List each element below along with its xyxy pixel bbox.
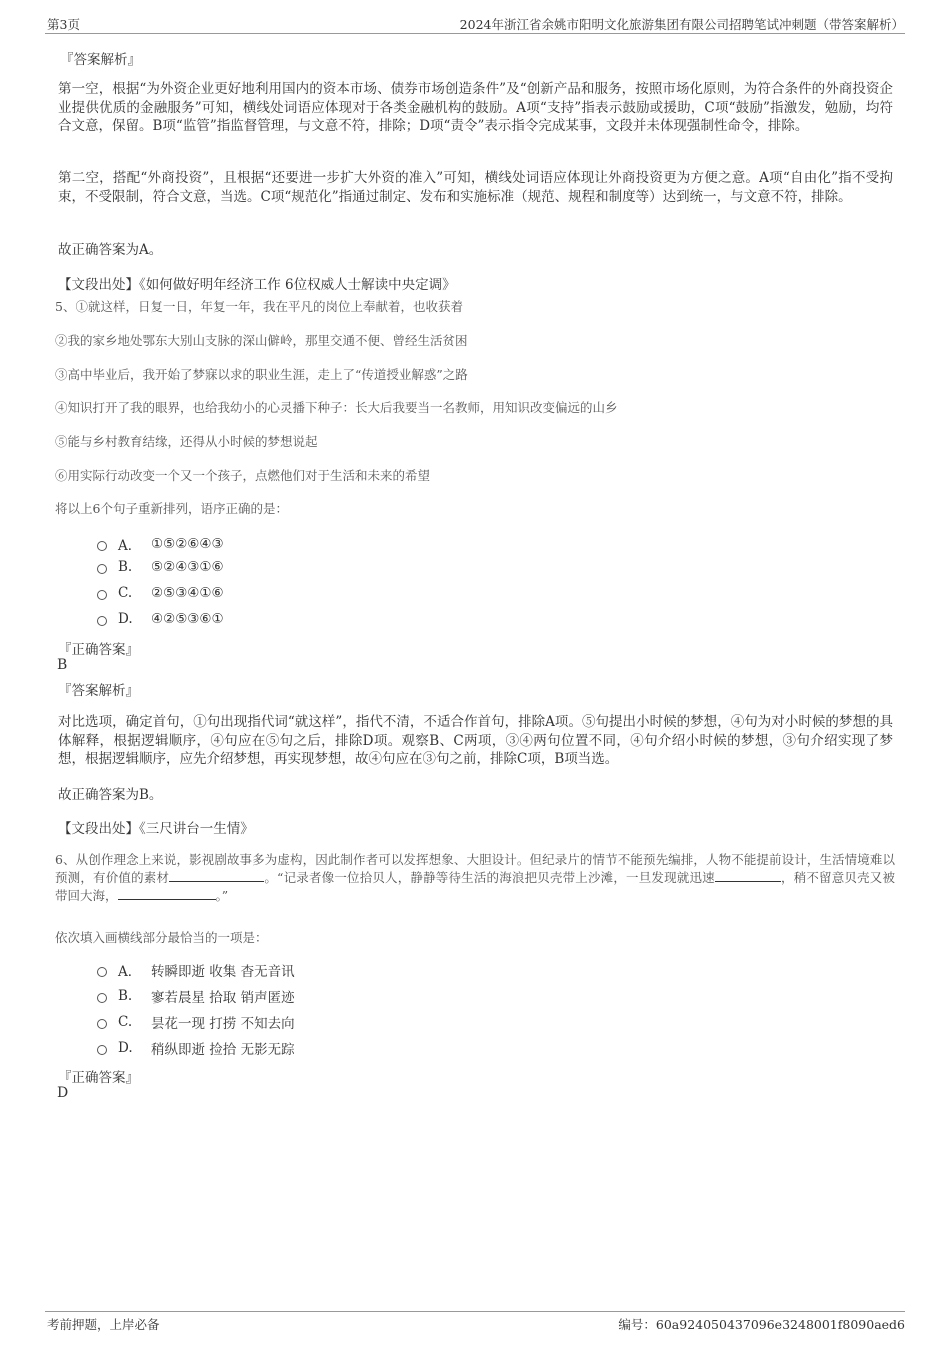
q6-prompt: 依次填入画横线部分最恰当的一项是： [55,930,268,945]
option-text: ⑤②④③①⑥ [151,559,224,575]
q5-prompt: 将以上6个句子重新排列，语序正确的是： [55,501,288,516]
q5-analysis: 对比选项，确定首句，①句出现指代词“就这样”，指代不清，不适合作首句，排除A项。⑤句提出小时候的梦想，④句为对小时候的梦想的具体解释，根据逻辑顺序，④句应在⑤句之后，排除D项。观察B、C两项，③④两句位置不同，④句介绍小时候的梦想，③句介绍实现了梦想，根据逻辑顺序，应先介绍梦想，再实现梦想，故④句应在③句之前，排除C项，B项当选。 [58,714,893,767]
blank-line [169,869,264,882]
q4-source: 【文段出处】《如何做好明年经济工作 6位权威人士解读中央定调》 [58,277,456,293]
q5-option-a[interactable] [97,534,224,554]
header-rule [45,33,905,34]
q6-option-d[interactable] [97,1038,295,1058]
q6-stem-part: 6、从创作理念上来说，影视剧故事多为虚构，因此制作者可以发挥想象、大胆设计。但纪录片的情节不能预先编排，人物不能提前设计，生活情境难以预测，有价值的素材 [55,852,895,885]
q5-option-b[interactable] [97,559,224,575]
radio-icon[interactable] [97,541,107,551]
option-text: 昙花一现 打捞 不知去向 [151,1016,295,1032]
option-text: 寥若晨星 拾取 销声匿迹 [151,990,295,1006]
q5-sentence: ④知识打开了我的眼界，也给我幼小的心灵播下种子：长大后我要当一名教师，用知识改变偏远的山乡 [55,400,618,415]
q5-sentence: ③高中毕业后，我开始了梦寐以求的职业生涯，走上了“传道授业解惑”之路 [55,367,468,382]
option-text: ①⑤②⑥④③ [151,536,224,552]
option-letter: B. [118,988,133,1004]
q5-conclusion: 故正确答案为B。 [58,787,163,803]
option-letter: D. [118,611,133,627]
q5-answer-label: 『正确答案』 [58,642,139,658]
option-letter: D. [118,1040,133,1056]
q6-option-c[interactable] [97,1012,295,1032]
footer-doc-id: 编号：60a924050437096e3248001f8090aed6 [618,1317,905,1332]
q5-sentence: ②我的家乡地处鄂东大别山支脉的深山僻岭，那里交通不便、曾经生活贫困 [55,333,468,348]
q4-analysis-label: 『答案解析』 [60,52,141,68]
option-letter: A． [118,964,142,980]
blank-line [118,887,216,900]
radio-icon[interactable] [97,1045,107,1055]
q6-stem-part: 。” [215,888,229,903]
radio-icon[interactable] [97,1019,107,1029]
q5-source: 【文段出处】《三尺讲台一生情》 [58,821,254,837]
radio-icon[interactable] [97,564,107,574]
q5-option-c[interactable] [97,585,224,601]
radio-icon[interactable] [97,616,107,626]
q6-answer: D [57,1085,69,1101]
blank-line [715,869,781,882]
option-text: ②⑤③④①⑥ [151,585,224,601]
q5-answer: B [57,657,68,673]
option-text: 稍纵即逝 捡拾 无影无踪 [151,1042,295,1058]
document-title: 2024年浙江省余姚市阳明文化旅游集团有限公司招聘笔试冲刺题（带答案解析） [459,17,904,32]
q6-answer-label: 『正确答案』 [58,1070,139,1086]
radio-icon[interactable] [97,993,107,1003]
q6-stem [55,851,895,905]
q5-analysis-label: 『答案解析』 [58,683,139,699]
page-number: 第3页 [47,17,80,32]
option-text: ④②⑤③⑥① [151,611,224,627]
option-letter: A． [118,538,142,554]
q5-stem: 5、①就这样，日复一日，年复一年，我在平凡的岗位上奉献着，也收获着 [55,299,463,314]
q5-option-d[interactable] [97,611,224,627]
option-text: 转瞬即逝 收集 杳无音讯 [151,964,295,980]
option-letter: C. [118,585,133,601]
q6-stem-part: ，稍不留意贝壳又被带回大海， [55,870,895,903]
radio-icon[interactable] [97,967,107,977]
q4-conclusion: 故正确答案为A。 [58,242,163,258]
q5-sentence: ⑥用实际行动改变一个又一个孩子，点燃他们对于生活和未来的希望 [55,468,431,483]
footer-rule [45,1311,905,1312]
q6-option-a[interactable] [97,960,295,980]
q4-analysis-para1: 第一空，根据“为外资企业更好地利用国内的资本市场、债券市场创造条件”及“创新产品和服务，按照市场化原则，为符合条件的外商投资企业提供优质的金融服务”可知，横线处词语应体现对于各类金融机构的鼓励。A项“支持”指表示鼓励或援助，C项“鼓励”指激发，勉励，均符合文意，保留。B项“监管”指监督管理，与文意不符，排除；D项“责令”表示指令完成某事，文段并未体现强制性命令，排除。 [58,81,893,134]
option-letter: C. [118,1014,133,1030]
q4-analysis-para2: 第二空，搭配“外商投资”，且根据“还要进一步扩大外资的准入”可知，横线处词语应体现让外商投资更为方便之意。A项“自由化”指不受拘束，不受限制，符合文意，当选。C项“规范化”指通过制定、发布和实施标准（规范、规程和制度等）达到统一，与文意不符，排除。 [58,170,893,205]
q5-sentence: ⑤能与乡村教育结缘，还得从小时候的梦想说起 [55,434,318,449]
option-letter: B. [118,559,133,575]
footer-slogan: 考前押题，上岸必备 [47,1317,160,1332]
q6-stem-part: 。“记录者像一位拾贝人，静静等待生活的海浪把贝壳带上沙滩，一旦发现就迅速 [264,870,715,885]
radio-icon[interactable] [97,590,107,600]
q6-option-b[interactable] [97,986,295,1006]
